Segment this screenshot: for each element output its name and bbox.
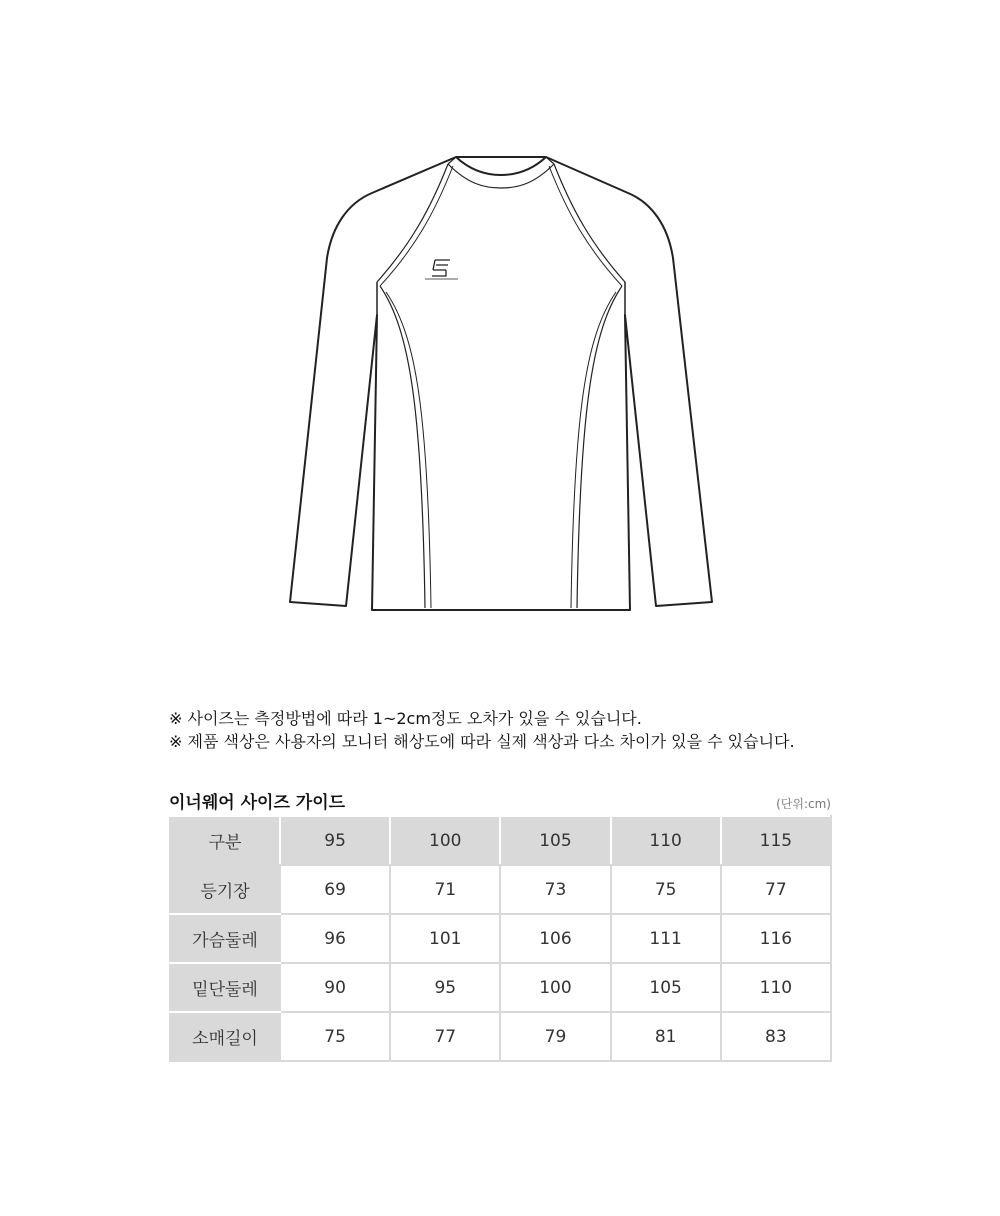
table-cell: 105	[611, 963, 721, 1012]
header-cell: 105	[500, 816, 610, 865]
row-label: 소매길이	[170, 1012, 280, 1061]
size-table	[169, 815, 832, 1062]
unit-label: (단위:cm)	[776, 797, 831, 811]
table-cell: 79	[500, 1012, 610, 1061]
table-cell: 101	[390, 914, 500, 963]
table-cell: 116	[721, 914, 831, 963]
size-notes	[169, 707, 795, 753]
table-cell: 71	[390, 865, 500, 914]
size-guide-title: 이너웨어 사이즈 가이드	[169, 793, 346, 813]
row-label: 등기장	[170, 865, 280, 914]
note-color: ※ 제품 색상은 사용자의 모니터 해상도에 따라 실제 색상과 다소 차이가 있을 수 있습니다.	[169, 732, 795, 751]
header-cell: 100	[390, 816, 500, 865]
header-cell: 95	[280, 816, 390, 865]
note-measurement: ※ 사이즈는 측정방법에 따라 1~2cm정도 오차가 있을 수 있습니다.	[169, 709, 642, 728]
table-cell: 77	[390, 1012, 500, 1061]
long-sleeve-shirt-icon	[270, 140, 730, 620]
table-cell: 81	[611, 1012, 721, 1061]
table-cell: 106	[500, 914, 610, 963]
table-cell: 95	[390, 963, 500, 1012]
header-cell: 110	[611, 816, 721, 865]
table-row	[170, 963, 831, 1012]
table-cell: 77	[721, 865, 831, 914]
table-cell: 96	[280, 914, 390, 963]
table-header-row	[170, 816, 831, 865]
table-cell: 73	[500, 865, 610, 914]
header-cell: 구분	[170, 816, 280, 865]
shirt-illustration	[270, 140, 730, 620]
header-cell: 115	[721, 816, 831, 865]
table-cell: 90	[280, 963, 390, 1012]
table-cell: 110	[721, 963, 831, 1012]
table-cell: 69	[280, 865, 390, 914]
brand-logo-icon	[425, 260, 458, 279]
table-row	[170, 1012, 831, 1061]
table-cell: 75	[611, 865, 721, 914]
table-cell: 83	[721, 1012, 831, 1061]
table-row	[170, 865, 831, 914]
row-label: 밑단둘레	[170, 963, 280, 1012]
table-cell: 100	[500, 963, 610, 1012]
table-row	[170, 914, 831, 963]
table-cell: 111	[611, 914, 721, 963]
table-cell: 75	[280, 1012, 390, 1061]
row-label: 가슴둘레	[170, 914, 280, 963]
